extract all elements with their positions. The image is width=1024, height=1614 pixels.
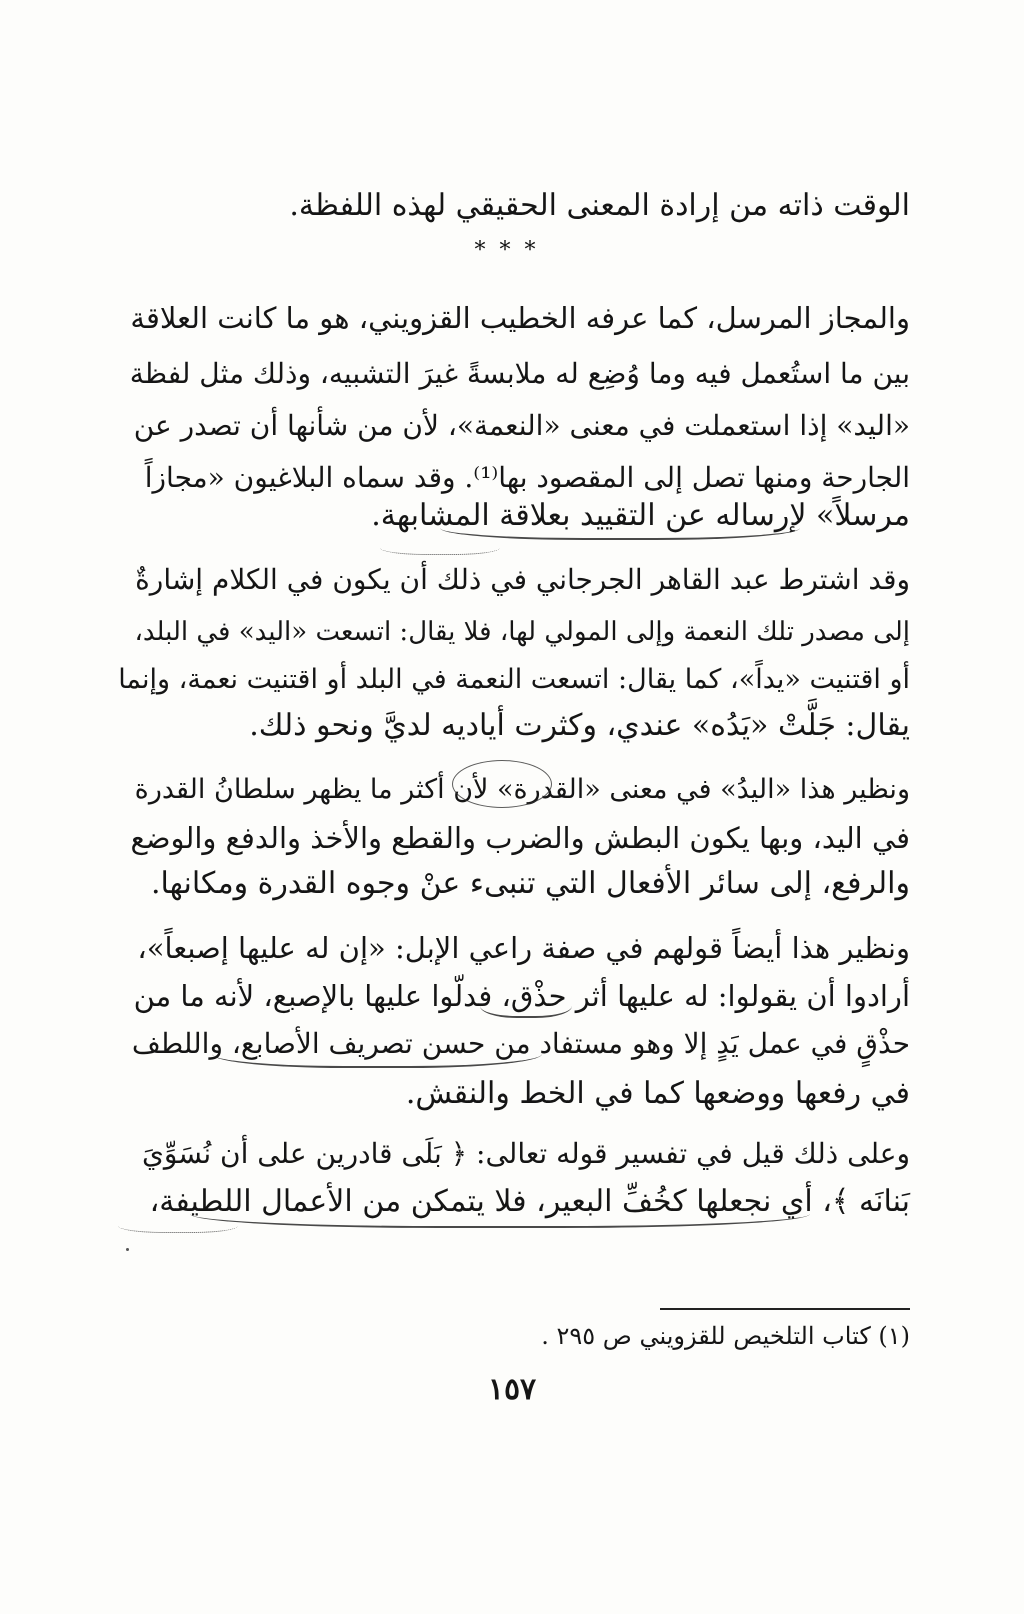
pen-underline-mushabaha [440,528,800,540]
text-line-17: في رفعها ووضعها كما في الخط والنقش. [405,1076,910,1111]
text-line-18: وعلى ذلك قيل في تفسير قوله تعالى: ﴿ بَلَى قادرين على أن نُسَوِّيَ [142,1137,910,1170]
text-line-5: الجارحة ومنها تصل إلى المقصود بها⁽¹⁾. وقد سماه البلاغيون «مجازاً [144,461,910,494]
footnote: (١) كتاب التلخيص للقزويني ص ٢٩٥ . [541,1322,910,1350]
text-line-13: والرفع، إلى سائر الأفعال التي تنبىء عنْ وجوه القدرة ومكانها. [151,866,910,901]
text-line-14: ونظير هذا أيضاً قولهم في صفة راعي الإبل: «إن له عليها إصبعاً»، [137,931,910,965]
margin-dot [126,1248,129,1251]
text-line-4: «اليد» إذا استعملت في معنى «النعمة»، لأن من شأنها أن تصدر عن [133,409,910,442]
footnote-rule [660,1308,910,1310]
text-line-10: يقال: جَلَّتْ «يَدُه» عندي، وكثرت أياديه لديَّ ونحو ذلك. [249,708,910,743]
pen-underline-tasrif [212,1054,542,1068]
pen-circle-qudra [452,760,552,808]
text-line-15: أرادوا أن يقولوا: له عليها أثر حذْق، فدلّوا عليها بالإصبع، لأنه ما من [133,979,910,1013]
page-number: ١٥٧ [487,1372,537,1407]
text-line-12: في اليد، وبها يكون البطش والضرب والقطع والأخذ والدفع والوضع [130,821,910,855]
text-line-3: بين ما استُعمل فيه وما وُضِع له ملابسةً غيرَ التشبيه، وذلك مثل لفظة [129,357,910,390]
text-line-6: مرسلاً» لإرساله عن التقييد بعلاقة المشابهة. [371,498,910,533]
section-separator: *** [474,238,550,263]
text-line-7: وقد اشترط عبد القاهر الجرجاني في ذلك أن يكون في الكلام إشارةٌ [135,563,910,596]
text-line-11: ونظير هذا «اليدُ» في معنى «القدرة» لأن أكثر ما يظهر سلطانُ القدرة [134,774,910,805]
pen-dotted-margin [118,1226,238,1233]
text-line-9: أو اقتنيت «يداً»، كما يقال: اتسعت النعمة في البلد أو اقتنيت نعمة، وإنما [118,664,910,695]
text-line-19: بَنانَه ﴾، أي نجعلها كخُفِّ البعير، فلا يتمكن من الأعمال اللطيفة، [149,1184,910,1219]
text-line-2: والمجاز المرسل، كما عرفه الخطيب القزويني، هو ما كانت العلاقة [130,301,910,335]
pen-underline-bunan [190,1214,810,1228]
text-line-8: إلى مصدر تلك النعمة وإلى المولي لها، فلا يقال: اتسعت «اليد» في البلد، [134,617,910,647]
pen-underline-hadhq [480,1006,572,1018]
pen-dotted-line [380,548,500,555]
text-line-16: حذْقٍ في عمل يَدٍ إلا وهو مستفاد من حسن تصريف الأصابع، واللطف [131,1027,910,1060]
text-line-1: الوقت ذاته من إرادة المعنى الحقيقي لهذه اللفظة. [289,188,910,223]
